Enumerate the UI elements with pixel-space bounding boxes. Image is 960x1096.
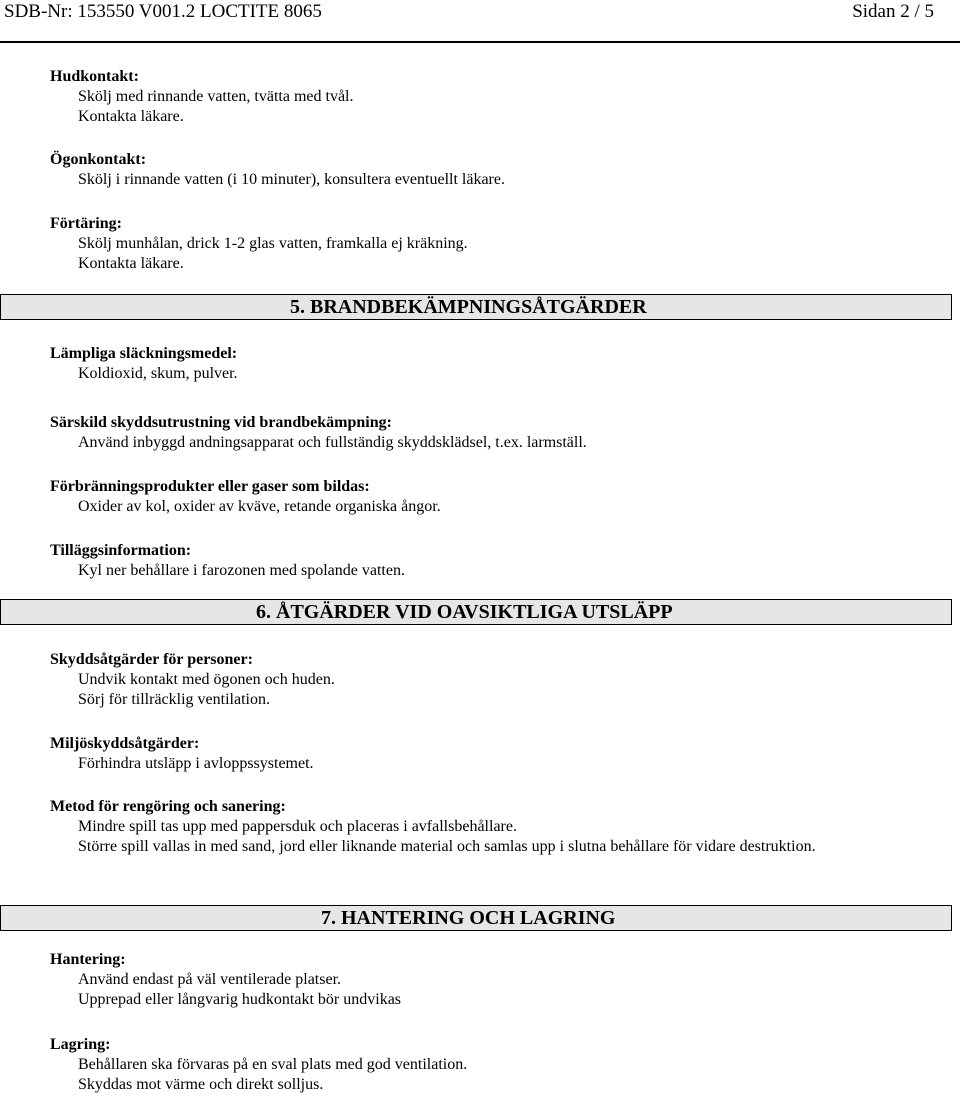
personal-precautions-block — [50, 650, 335, 710]
combustion-products-line: Oxider av kol, oxider av kväve, retande organiska ångor. — [78, 498, 441, 515]
skin-contact-line: Kontakta läkare. — [78, 108, 184, 125]
cleanup-method-line: Större spill vallas in med sand, jord eller liknande material och samlas upp i slutna behållare för vidare destruktion. — [78, 838, 816, 855]
skin-contact-label: Hudkontakt: — [50, 68, 139, 85]
eye-contact-label: Ögonkontakt: — [50, 151, 147, 168]
combustion-products-block — [50, 477, 441, 517]
eye-contact-line: Skölj i rinnande vatten (i 10 minuter), konsultera eventuellt läkare. — [78, 171, 505, 188]
additional-info-label: Tilläggsinformation: — [50, 542, 192, 559]
section-7-title: 7. HANTERING OCH LAGRING — [321, 907, 616, 929]
ingestion-line: Kontakta läkare. — [78, 255, 184, 272]
page-number: Sidan 2 / 5 — [852, 1, 934, 22]
handling-line: Upprepad eller långvarig hudkontakt bör undvikas — [78, 991, 402, 1008]
ingestion-line: Skölj munhålan, drick 1-2 glas vatten, framkalla ej kräkning. — [78, 235, 468, 252]
personal-precautions-label: Skyddsåtgärder för personer: — [50, 651, 253, 668]
section-7-header — [0, 905, 952, 931]
additional-info-line: Kyl ner behållare i farozonen med spolande vatten. — [78, 562, 405, 579]
document-id: SDB-Nr: 153550 V001.2 LOCTITE 8065 — [4, 1, 322, 22]
section-5-title: 5. BRANDBEKÄMPNINGSÅTGÄRDER — [290, 296, 647, 318]
cleanup-method-block — [50, 797, 816, 857]
personal-precautions-line: Sörj för tillräcklig ventilation. — [78, 691, 270, 708]
storage-line: Skyddas mot värme och direkt solljus. — [78, 1076, 324, 1093]
handling-line: Använd endast på väl ventilerade platser. — [78, 971, 342, 988]
environmental-precautions-label: Miljöskyddsåtgärder: — [50, 735, 200, 752]
section-6-title: 6. ÅTGÄRDER VID OAVSIKTLIGA UTSLÄPP — [256, 601, 673, 623]
storage-block — [50, 1035, 467, 1095]
personal-precautions-line: Undvik kontakt med ögonen och huden. — [78, 671, 335, 688]
ingestion-label: Förtäring: — [50, 215, 122, 232]
ingestion-block — [50, 214, 468, 274]
cleanup-method-line: Mindre spill tas upp med pappersduk och placeras i avfallsbehållare. — [78, 818, 517, 835]
additional-info-block — [50, 541, 405, 581]
section-6-header — [0, 599, 952, 625]
page-header — [0, 0, 960, 28]
extinguishing-line: Koldioxid, skum, pulver. — [78, 365, 238, 382]
skin-contact-block — [50, 67, 353, 127]
protective-equipment-block — [50, 413, 587, 453]
storage-label: Lagring: — [50, 1036, 111, 1053]
section-5-header — [0, 294, 952, 320]
eye-contact-block — [50, 150, 505, 190]
protective-equipment-line: Använd inbyggd andningsapparat och fullständig skyddsklädsel, t.ex. larmställ. — [78, 434, 587, 451]
combustion-products-label: Förbränningsprodukter eller gaser som bildas: — [50, 478, 370, 495]
skin-contact-line: Skölj med rinnande vatten, tvätta med tvål. — [78, 88, 354, 105]
extinguishing-label: Lämpliga släckningsmedel: — [50, 345, 238, 362]
storage-line: Behållaren ska förvaras på en sval plats med god ventilation. — [78, 1056, 468, 1073]
environmental-precautions-line: Förhindra utsläpp i avloppssystemet. — [78, 755, 314, 772]
header-divider — [0, 41, 960, 43]
environmental-precautions-block — [50, 734, 314, 774]
handling-label: Hantering: — [50, 951, 126, 968]
cleanup-method-label: Metod för rengöring och sanering: — [50, 798, 286, 815]
extinguishing-block — [50, 344, 238, 384]
handling-block — [50, 950, 401, 1010]
protective-equipment-label: Särskild skyddsutrustning vid brandbekämpning: — [50, 414, 392, 431]
